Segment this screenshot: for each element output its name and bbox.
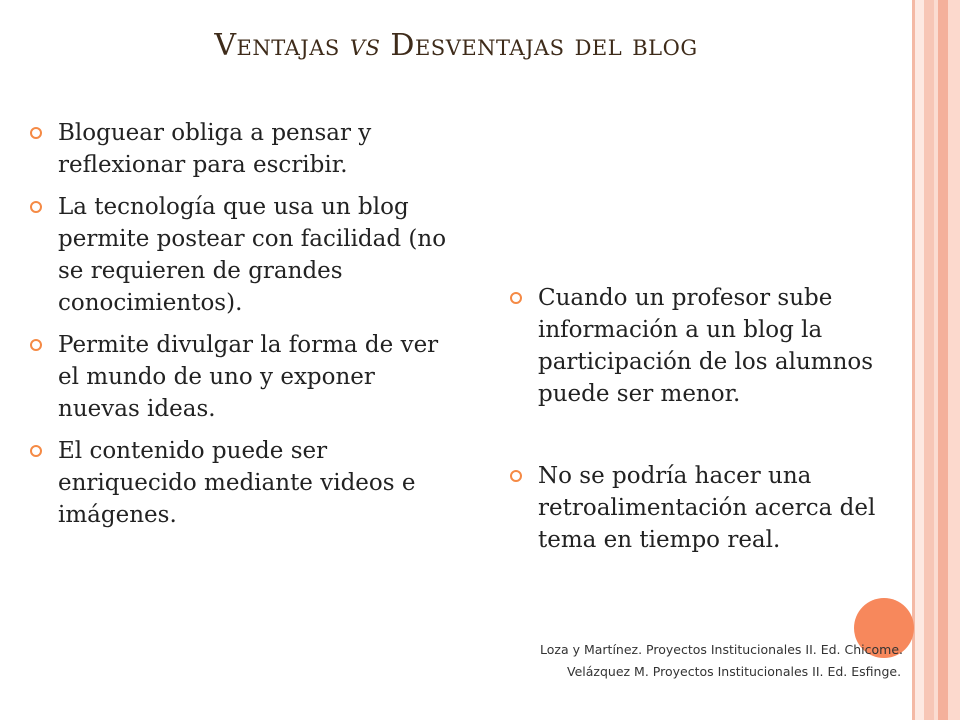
list-item: [510, 460, 930, 556]
list-item: [30, 329, 460, 425]
ring-bullet-icon: [30, 201, 42, 213]
list-item: [30, 191, 460, 319]
ring-bullet-icon: [510, 292, 522, 304]
ring-bullet-icon: [30, 127, 42, 139]
list-item: [510, 282, 930, 410]
citation-line-1: Loza y Martínez. Proyectos Institucionales II. Ed. Chicome.: [540, 642, 903, 657]
list-item-text: Bloguear obliga a pensar y reflexionar para escribir.: [58, 120, 372, 178]
title-part-advantages: Ventajas: [214, 28, 340, 63]
ring-bullet-icon: [30, 445, 42, 457]
disadvantages-column: [510, 282, 930, 606]
ring-bullet-icon: [510, 470, 522, 482]
stripe: [948, 0, 960, 720]
title-vs: vs: [349, 28, 381, 63]
list-item-text: Cuando un profesor sube información a un blog la participación de los alumnos puede ser menor.: [538, 285, 874, 407]
list-item: [30, 435, 460, 531]
ring-bullet-icon: [30, 339, 42, 351]
stripe: [938, 0, 948, 720]
advantages-list: [30, 117, 460, 531]
list-item-text: El contenido puede ser enriquecido mediante videos e imágenes.: [58, 438, 416, 528]
list-item-text: La tecnología que usa un blog permite postear con facilidad (no se requieren de grandes conocimientos).: [58, 194, 447, 316]
slide-title: [0, 28, 912, 63]
list-item-text: No se podría hacer una retroalimentación acerca del tema en tiempo real.: [538, 463, 876, 553]
disadvantages-list: [510, 282, 930, 556]
advantages-column: [30, 117, 460, 541]
citation: [0, 642, 960, 692]
list-item: [30, 117, 460, 181]
title-part-disadvantages: Desventajas del blog: [390, 28, 698, 63]
list-item-text: Permite divulgar la forma de ver el mundo de uno y exponer nuevas ideas.: [58, 332, 439, 422]
citation-line-2: Velázquez M. Proyectos Institucionales II. Ed. Esfinge.: [567, 664, 902, 679]
